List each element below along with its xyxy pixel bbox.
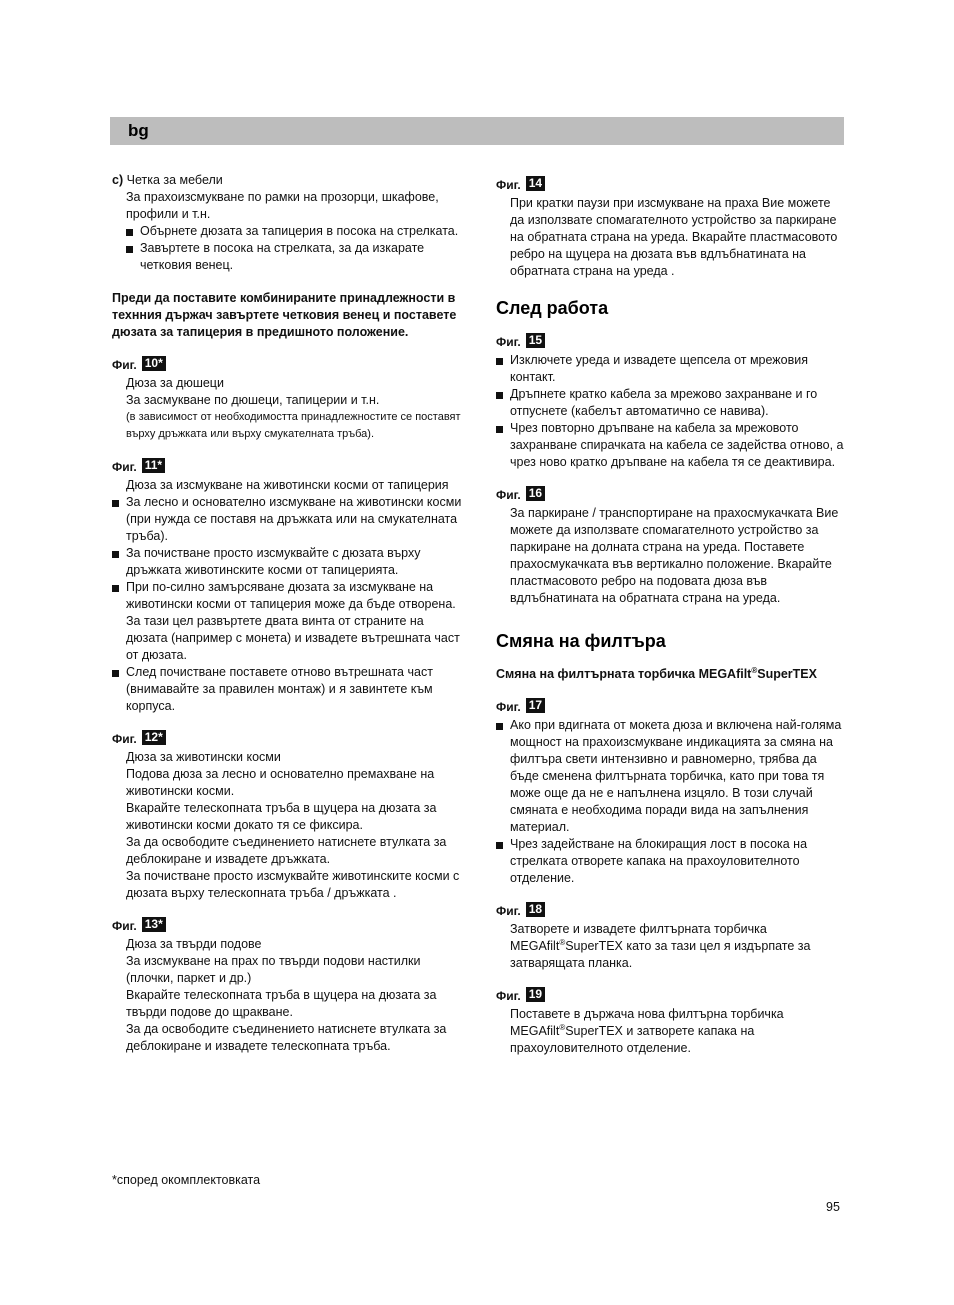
fig-11-bullet-1: За лесно и основателно изсмукване на животински косми (при нужда се поставя на дръжката или на смукателната тръба). <box>112 494 462 545</box>
fig-11-bullet-2: За почистване просто изсмуквайте с дюзата върху дръжката животинските косми от тапицерията. <box>112 545 462 579</box>
fig-19-number: 19 <box>526 987 545 1002</box>
heading-after-work: След работа <box>496 298 609 318</box>
fig-19-label: Фиг. 19 <box>496 987 848 1005</box>
subheading-filter-bag: Смяна на филтърната торбичка MEGAfilt®SuperTEX <box>496 665 817 681</box>
fig-12-title: Дюза за животински косми <box>126 750 281 764</box>
fig-13-para-1: За изсмукване на прах по твърди подови настилки (плочки, паркет и др.) <box>126 954 421 985</box>
fig-11-bullet-3-cont: За тази цел развъртете двата винта от страните на дюзата (например с монета) и извадете вътрешната част от дюзата. <box>126 614 460 662</box>
fig-10-desc: За засмукване по дюшеци, тапицерии и т.н. <box>126 393 380 407</box>
fig-14-number: 14 <box>526 176 545 191</box>
fig-15-bullet-1: Изключете уреда и извадете щепсела от мрежовия контакт. <box>496 352 848 386</box>
section-c-bullet-1: Обърнете дюзата за тапицерия в посока на стрелката. <box>112 223 462 240</box>
fig-15-number: 15 <box>526 333 545 348</box>
fig-18-number: 18 <box>526 902 545 917</box>
fig-12-para-4: За почистване просто изсмуквайте животинските косми с дюзата върху телескопната тръба / дръжката . <box>126 869 460 900</box>
fig-10-note: (в зависимост от необходимостта принадлежностите се поставят върху дръжката или върху смукателната тръба). <box>126 411 461 440</box>
fig-15-bullet-3: Чрез повторно дръпване на кабела за мрежовото захранване спирачката на кабела се задейства отново, а чрез ново кратко дръпване на кабела тя се деактивира. <box>496 420 848 471</box>
fig-18-label: Фиг. 18 <box>496 902 848 920</box>
fig-12-para-1: Подова дюза за лесно и основателно премахване на животински косми. <box>126 767 435 798</box>
fig-13-title: Дюза за твърди подове <box>126 937 262 951</box>
fig-15-bullet-2: Дръпнете кратко кабела за мрежово захранване и го отпуснете (кабелът автоматично се навива). <box>496 386 848 420</box>
fig-11-title: Дюза за изсмукване на животински косми от тапицерия <box>126 478 449 492</box>
fig-16-number: 16 <box>526 486 545 501</box>
fig-11-bullet-3: При по-силно замърсяване дюзата за изсмукване на животински косми от тапицерия може да бъде отворена. <box>112 579 462 613</box>
page-number: 95 <box>826 1200 840 1214</box>
fig-11-number: 11* <box>142 458 165 473</box>
fig-11-bullet-4: След почистване поставете отново вътрешната част (внимавайте за правилен монтаж) и я завинтете към корпуса. <box>112 664 462 715</box>
warning-text: Преди да поставите комбинираните принадлежности в технния държач завъртете четковия венец и поставете дюзата за тапицерия в предишното положение. <box>112 291 457 339</box>
fig-19-para: Поставете в държача нова филтърна торбичка MEGAfilt®SuperTEX и затворете капака на прахоуловителното отделение. <box>510 1007 784 1055</box>
fig-12-para-2: Вкарайте телескопната тръба в щуцера на дюзата за животински косми докато тя се фиксира. <box>126 801 437 832</box>
fig-11-label: Фиг. 11* <box>112 458 462 476</box>
fig-13-para-2: Вкарайте телескопната тръба в щуцера на дюзата за твърди подове до щракване. <box>126 988 437 1019</box>
fig-13-number: 13* <box>142 917 166 932</box>
fig-13-label: Фиг. 13* <box>112 917 462 935</box>
right-column <box>496 172 848 1057</box>
left-column <box>112 172 462 1055</box>
fig-10-title: Дюза за дюшеци <box>126 376 224 390</box>
fig-13-para-3: За да освободите съединението натиснете втулката за деблокиране и извадете телескопната тръба. <box>126 1022 447 1053</box>
fig-12-number: 12* <box>142 730 166 745</box>
section-c-desc: За прахоизсмукване по рамки на прозорци, шкафове, профили и т.н. <box>126 190 439 221</box>
fig-15-label: Фиг. 15 <box>496 333 848 351</box>
fig-16-para: За паркиране / транспортиране на прахосмукачката Вие можете да използвате спомагателното устройство за паркиране на долната страна на уреда. Поставете прахосмукачката във вертикално положение. Вкарайте пластмасовото ребро на подовата дюза във вдлъбнатината на обратната страна на уреда. <box>510 506 839 605</box>
language-header-bar <box>110 117 844 145</box>
fig-17-number: 17 <box>526 698 545 713</box>
fig-10-number: 10* <box>142 356 166 371</box>
fig-16-label: Фиг. 16 <box>496 486 848 504</box>
fig-17-label: Фиг. 17 <box>496 698 848 716</box>
section-c-title: c) Четка за мебели <box>112 173 223 187</box>
fig-14-para: При кратки паузи при изсмукване на праха Вие можете да използвате спомагателното устройство за паркиране на обратната страна на уреда. Вкарайте пластмасовото ребро на щуцера на дюзата във вдлъбнатината на обратната страна на уреда . <box>510 196 838 278</box>
fig-12-label: Фиг. 12* <box>112 730 462 748</box>
fig-17-bullet-1: Ако при вдигната от мокета дюза и включена най-голяма мощност на прахоизсмукване индикацията за смяна на филтъра свети интензивно и равномерно, трябва да бъде сменена филтърната торбичка, като при това тя може още да не е напълнена изцяло. В този случай смяната е необходима поради вида на запълнения материал. <box>496 717 848 836</box>
section-c-bullet-2: Завъртете в посока на стрелката, за да изкарате четковия венец. <box>112 240 462 274</box>
footnote: *според окомплектовката <box>112 1173 261 1187</box>
fig-14-label: Фиг. 14 <box>496 176 848 194</box>
fig-17-bullet-2: Чрез задействане на блокиращия лост в посока на стрелката отворете капака на прахоуловителното отделение. <box>496 836 848 887</box>
language-code: bg <box>128 121 149 140</box>
fig-10-label: Фиг. 10* <box>112 356 462 374</box>
fig-18-para: Затворете и извадете филтърната торбичка MEGAfilt®SuperTEX като за тази цел я издърпате за затварящата планка. <box>510 922 811 970</box>
heading-filter-change: Смяна на филтъра <box>496 631 666 651</box>
fig-12-para-3: За да освободите съединението натиснете втулката за деблокиране и извадете дръжката. <box>126 835 447 866</box>
